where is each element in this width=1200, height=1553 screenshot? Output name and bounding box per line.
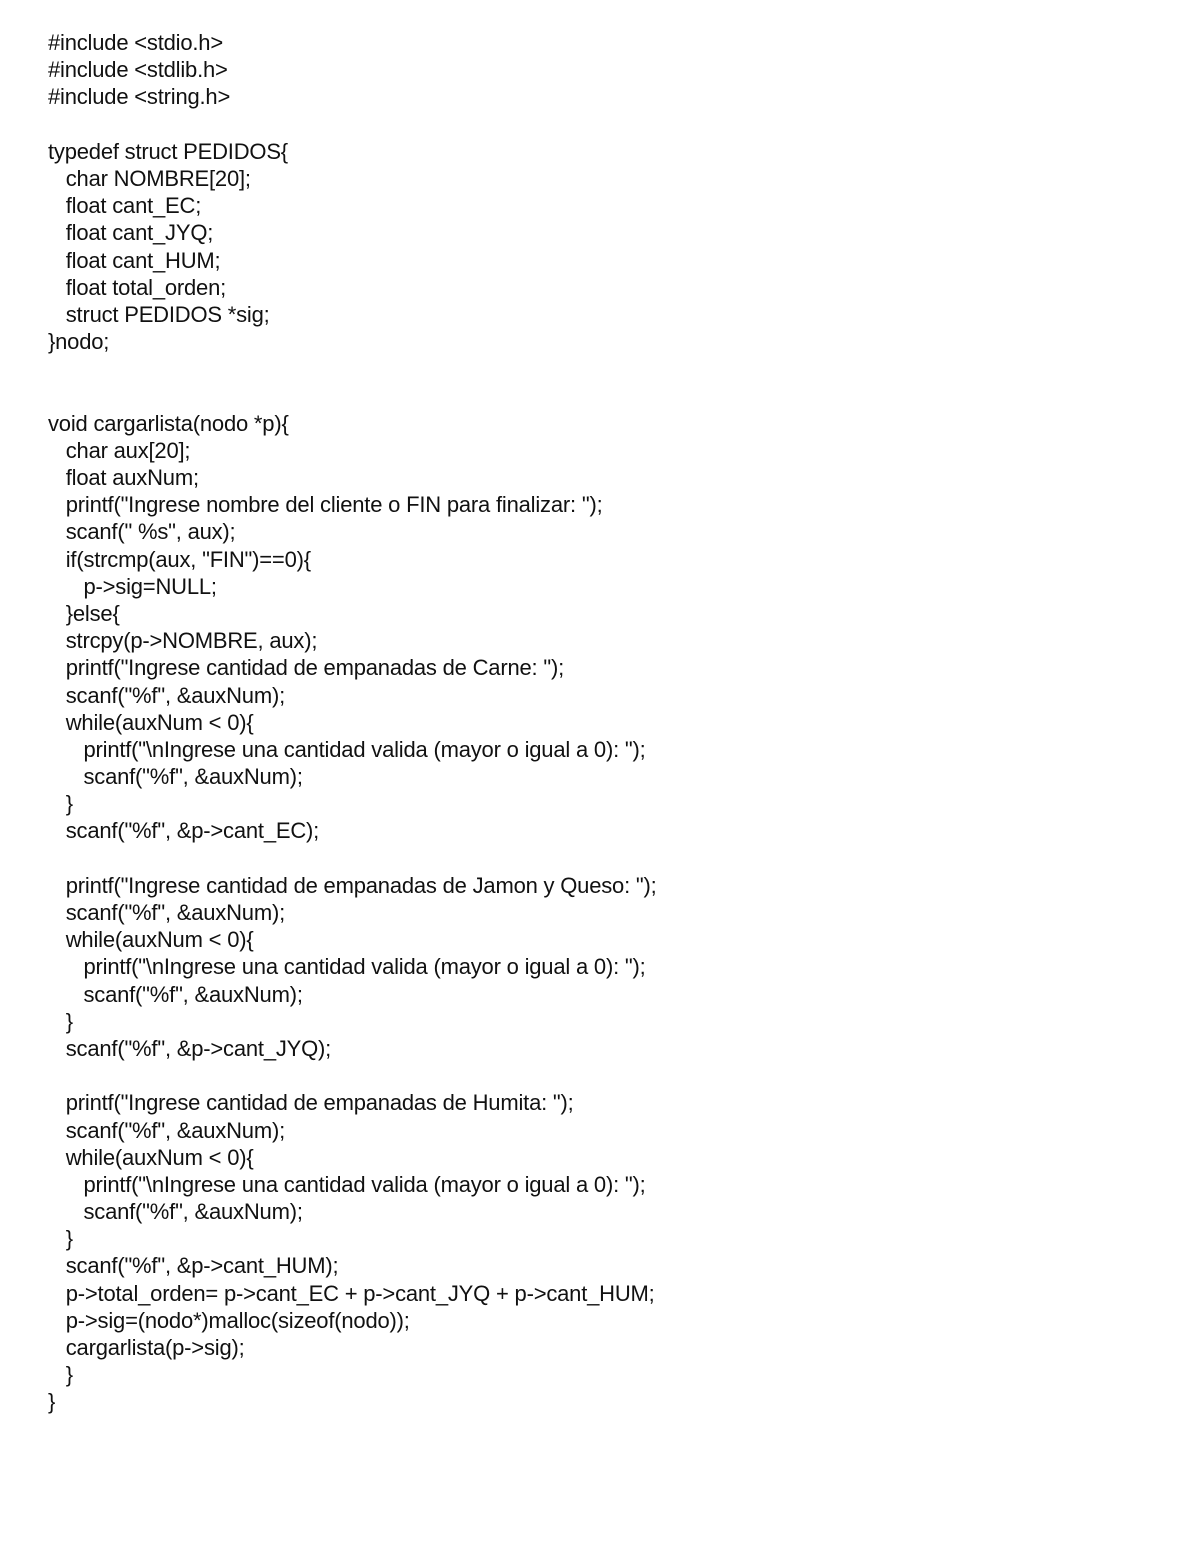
code-line: scanf("%f", &auxNum); [48, 764, 303, 790]
code-line: strcpy(p->NOMBRE, aux); [48, 628, 318, 654]
code-line: } [48, 791, 73, 817]
code-line: float cant_JYQ; [48, 220, 214, 246]
code-line: #include <stdio.h> [48, 30, 223, 55]
code-line: scanf("%f", &p->cant_EC); [48, 818, 320, 844]
code-line: scanf("%f", &auxNum); [48, 1117, 285, 1143]
code-line: scanf("%f", &auxNum); [48, 981, 303, 1007]
code-line: printf("\nIngrese una cantidad valida (mayor o igual a 0): "); [48, 1171, 646, 1197]
code-line: scanf(" %s", aux); [48, 519, 236, 545]
code-line: scanf("%f", &p->cant_JYQ); [48, 1035, 332, 1061]
code-line: scanf("%f", &auxNum); [48, 682, 285, 708]
code-line: char NOMBRE[20]; [48, 165, 251, 191]
code-line: cargarlista(p->sig); [48, 1335, 245, 1360]
code-line: while(auxNum < 0){ [48, 927, 254, 953]
code-line: void cargarlista(nodo *p){ [48, 410, 289, 436]
code-line: p->sig=(nodo*)malloc(sizeof(nodo)); [48, 1307, 410, 1333]
code-line [48, 1062, 1168, 1089]
code-line: printf("Ingrese nombre del cliente o FIN para finalizar: "); [48, 492, 603, 518]
code-line: p->total_orden= p->cant_EC + p->cant_JYQ + p->cant_HUM; [48, 1280, 655, 1306]
code-line: } [48, 1226, 73, 1252]
code-line: printf("Ingrese cantidad de empanadas de Humita: "); [48, 1090, 574, 1116]
code-line [48, 111, 1168, 138]
code-line: scanf("%f", &auxNum); [48, 900, 285, 925]
code-line: printf("Ingrese cantidad de empanadas de Jamon y Queso: "); [48, 872, 657, 898]
code-line [48, 845, 1168, 872]
code-line: scanf("%f", &auxNum); [48, 1199, 303, 1225]
code-line: } [48, 1008, 73, 1034]
code-line: float auxNum; [48, 465, 199, 490]
code-line: #include <string.h> [48, 84, 231, 110]
code-line: printf("Ingrese cantidad de empanadas de Carne: "); [48, 655, 565, 681]
code-line: while(auxNum < 0){ [48, 1144, 254, 1170]
code-line: char aux[20]; [48, 437, 191, 463]
code-line: struct PEDIDOS *sig; [48, 301, 270, 327]
code-line: if(strcmp(aux, "FIN")==0){ [48, 546, 311, 572]
code-line: printf("\nIngrese una cantidad valida (mayor o igual a 0): "); [48, 736, 646, 762]
code-line: printf("\nIngrese una cantidad valida (mayor o igual a 0): "); [48, 954, 646, 980]
code-line: float cant_HUM; [48, 247, 221, 273]
code-line: }nodo; [48, 329, 110, 355]
code-listing [48, 29, 1168, 1416]
code-line [48, 382, 1168, 409]
code-line: typedef struct PEDIDOS{ [48, 138, 288, 164]
code-line: }else{ [48, 600, 120, 626]
code-line: float total_orden; [48, 274, 227, 300]
code-line: while(auxNum < 0){ [48, 709, 254, 735]
code-line: } [48, 1362, 73, 1388]
code-line: float cant_EC; [48, 193, 202, 219]
code-line: scanf("%f", &p->cant_HUM); [48, 1253, 339, 1279]
code-line: p->sig=NULL; [48, 573, 217, 599]
code-line [48, 355, 1168, 382]
code-line: } [48, 1389, 56, 1415]
code-line: #include <stdlib.h> [48, 57, 228, 83]
